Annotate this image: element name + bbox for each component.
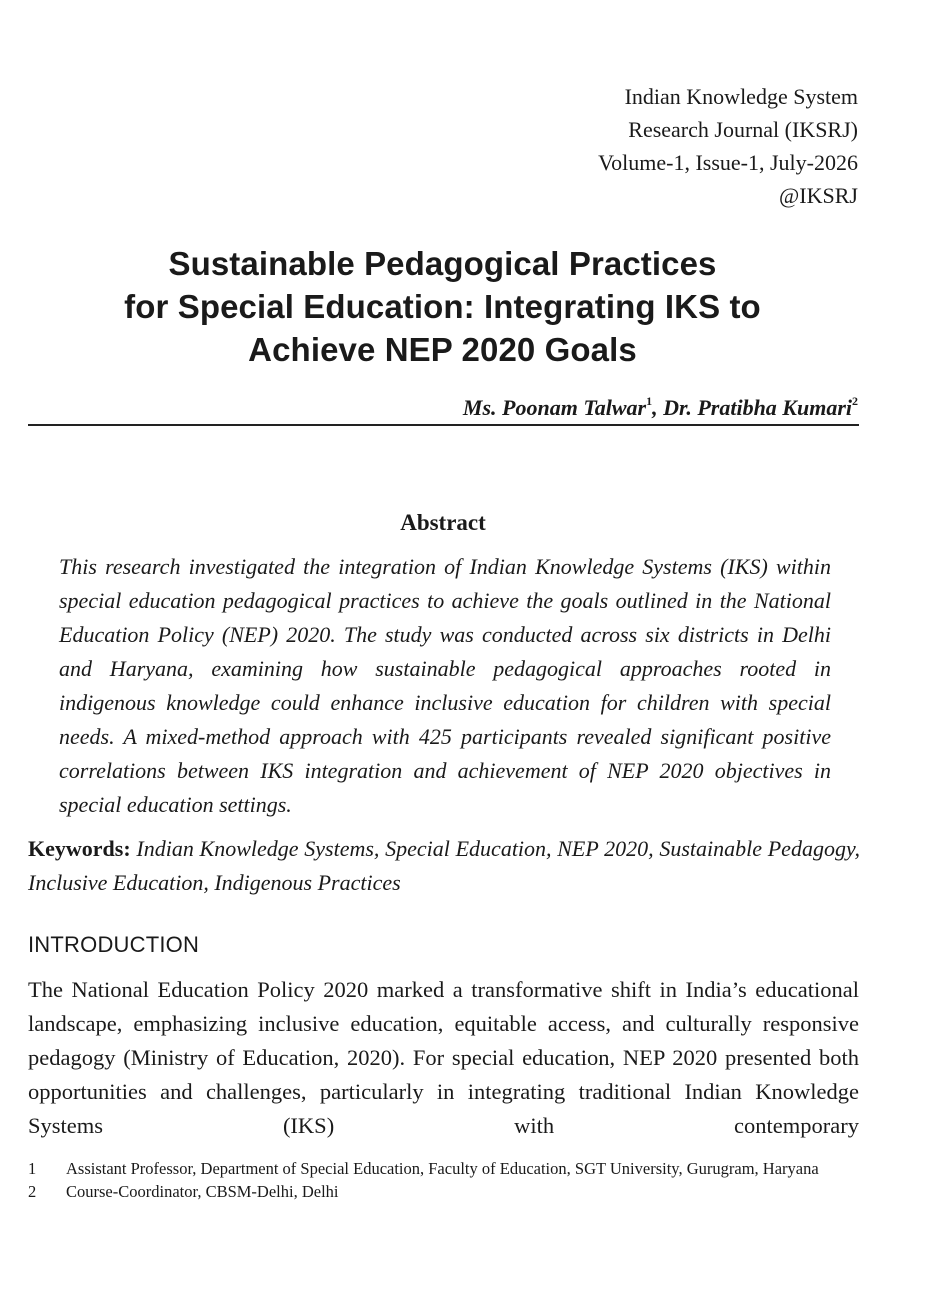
author-name: Ms. Poonam Talwar	[462, 395, 647, 420]
footnote-text: Assistant Professor, Department of Special Education, Faculty of Education, SGT University, Gurugram, Haryana	[66, 1159, 819, 1178]
journal-header	[598, 80, 858, 212]
journal-handle: @IKSRJ	[779, 183, 858, 208]
author-affiliation-mark: 1	[646, 394, 653, 408]
author-name: Dr. Pratibha Kumari	[663, 395, 852, 420]
keywords	[28, 832, 860, 900]
footnote-number: 1	[28, 1159, 37, 1178]
introduction-paragraph: The National Education Policy 2020 marked a transformative shift in India’s educational landscape, emphasizing inclusive education, equitable access, and culturally responsive pedagogy (Ministry of Education, 2020). For special education, NEP 2020 presented both opportunities and challenges, particularly in integrating traditional Indian Knowledge Systems (IKS) with contemporary	[28, 977, 859, 1138]
footnote-number: 2	[28, 1182, 37, 1201]
abstract-heading: Abstract	[400, 510, 486, 535]
author-separator: ,	[652, 395, 664, 420]
abstract-text: This research investigated the integration of Indian Knowledge Systems (IKS) within special education pedagogical practices to achieve the goals outlined in the National Education Policy (NEP) 2020. The study was conducted across six districts in Delhi and Haryana, examining how sustainable pedagogical approaches rooted in indigenous knowledge could enhance inclusive education for children with special needs. A mixed-method approach with 425 participants revealed significant positive correlations between IKS integration and achievement of NEP 2020 objectives in special education settings.	[59, 554, 831, 817]
author-affiliation-mark: 2	[852, 394, 858, 408]
author-list	[463, 386, 858, 423]
footnotes	[28, 1158, 859, 1204]
keywords-text: Indian Knowledge Systems, Special Education, NEP 2020, Sustainable Pedagogy, Inclusive Education, Indigenous Practices	[28, 836, 861, 895]
paper-title-line-2: for Special Education: Integrating IKS to	[124, 288, 761, 325]
keywords-label: Keywords:	[28, 836, 131, 861]
header-divider	[28, 424, 859, 426]
paper-title-line-1: Sustainable Pedagogical Practices	[168, 245, 717, 282]
footnote	[28, 1181, 859, 1203]
journal-name-line-1: Indian Knowledge System	[624, 84, 858, 109]
journal-volume-issue: Volume-1, Issue-1, July-2026	[598, 150, 858, 175]
paper-title-line-3: Achieve NEP 2020 Goals	[248, 331, 637, 368]
section-heading-introduction: INTRODUCTION	[28, 932, 200, 957]
footnote-text: Course-Coordinator, CBSM-Delhi, Delhi	[66, 1182, 339, 1201]
paper-title	[60, 242, 825, 371]
footnote	[28, 1158, 859, 1180]
journal-name-line-2: Research Journal (IKSRJ)	[628, 117, 858, 142]
